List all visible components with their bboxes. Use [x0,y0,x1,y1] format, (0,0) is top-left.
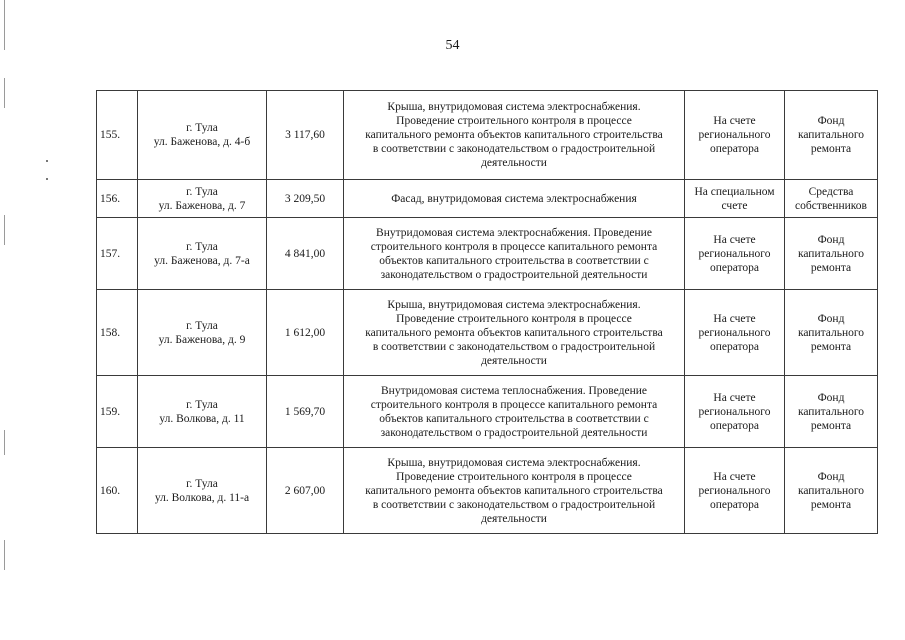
address-city: г. Тула [186,122,218,134]
scan-speck [46,160,48,162]
work-line: строительного контроля в процессе капитального ремонта [370,398,658,411]
address-street: ул. Баженова, д. 9 [158,333,246,346]
margin-mark [4,540,5,570]
account-line: оператора [709,498,760,511]
address-cell [138,290,267,376]
work-line: деятельности [481,157,547,169]
fund-line: капитального [797,247,865,260]
funding-source-cell [785,218,878,290]
work-line: Фасад, внутридомовая система электроснабжения [391,192,637,205]
account-line: оператора [709,261,760,274]
address-city: г. Тула [186,477,218,490]
account-line: оператора [709,340,760,353]
fund-line: собственников [795,199,867,212]
account-line: На специальном [694,185,775,198]
repair-register-table [96,90,878,534]
work-line: в соответствии с законодательством о градостроительной [372,340,656,353]
account-line: На счете [713,391,756,404]
account-line: регионального [698,247,771,260]
margin-mark [4,430,5,455]
page-number: 54 [445,38,460,53]
fund-line: Фонд [817,470,845,483]
area-cell: 3 117,60 [267,91,344,180]
fund-line: ремонта [810,261,852,274]
fund-line: Фонд [817,233,845,246]
fund-line: капитального [797,405,865,418]
address-street: ул. Волкова, д. 11-а [154,491,250,504]
table-row [97,218,878,290]
table-row [97,91,878,180]
row-number: 155. [97,91,138,180]
account-type-cell [685,91,785,180]
work-description-cell [344,91,685,180]
account-line: регионального [698,326,771,339]
account-type-cell [685,448,785,534]
work-description-cell [344,448,685,534]
fund-line: капитального [797,129,865,141]
funding-source-cell [785,290,878,376]
work-line: Проведение строительного контроля в процессе [396,470,632,483]
address-cell [138,448,267,534]
area-cell: 1 612,00 [267,290,344,376]
work-line: объектов капитального строительства в соответствии с [379,254,649,267]
row-number: 156. [97,180,138,218]
work-line: в соответствии с законодательством о градостроительной [372,143,656,155]
address-city: г. Тула [186,185,218,198]
funding-source-cell [785,91,878,180]
address-street: ул. Волкова, д. 11 [159,412,245,425]
address-street: ул. Баженова, д. 7 [158,199,246,212]
work-line: капитального ремонта объектов капитального строительства [365,484,663,497]
margin-mark [4,215,5,245]
account-type-cell [685,376,785,448]
work-description-cell [344,218,685,290]
address-city: г. Тула [186,398,218,411]
work-line: Крыша, внутридомовая система электроснабжения. [387,298,641,311]
work-line: законодательством о градостроительной деятельности [380,426,648,439]
work-line: Внутридомовая система электроснабжения. Проведение [376,226,652,239]
row-number: 160. [97,448,138,534]
work-description-cell [344,376,685,448]
account-line: регионального [698,129,771,141]
work-line: деятельности [481,512,547,525]
work-line: законодательством о градостроительной деятельности [380,268,648,281]
work-line: строительного контроля в процессе капитального ремонта [370,240,658,253]
fund-line: капитального [797,326,865,339]
funding-source-cell [785,376,878,448]
account-line: регионального [698,405,771,418]
work-description-cell [344,290,685,376]
account-line: На счете [713,470,756,483]
address-cell [138,180,267,218]
address-street: ул. Баженова, д. 4-б [153,136,251,148]
row-number: 159. [97,376,138,448]
work-line: Крыша, внутридомовая система электроснабжения. [387,456,641,469]
work-line: Внутридомовая система теплоснабжения. Проведение [381,384,647,397]
table-row [97,180,878,218]
area-cell: 3 209,50 [267,180,344,218]
account-line: оператора [709,419,760,432]
fund-line: капитального [797,484,865,497]
address-cell [138,218,267,290]
work-line: капитального ремонта объектов капитального строительства [365,326,663,339]
address-street: ул. Баженова, д. 7-а [154,254,250,267]
work-line: Проведение строительного контроля в процессе [396,115,632,127]
area-cell: 4 841,00 [267,218,344,290]
fund-line: ремонта [810,498,852,511]
fund-line: Фонд [817,115,845,127]
row-number: 157. [97,218,138,290]
fund-line: ремонта [810,419,852,432]
account-line: регионального [698,484,771,497]
fund-line: Средства [808,185,854,198]
work-line: в соответствии с законодательством о градостроительной [372,498,656,511]
account-type-cell [685,290,785,376]
margin-mark [4,78,5,108]
table-row [97,376,878,448]
address-city: г. Тула [186,240,218,253]
work-line: капитального ремонта объектов капитального строительства [365,129,663,141]
fund-line: Фонд [817,391,845,404]
account-line: На счете [713,115,756,127]
address-cell [138,376,267,448]
funding-source-cell [785,448,878,534]
area-cell: 1 569,70 [267,376,344,448]
table-row [97,448,878,534]
account-line: На счете [713,312,756,325]
table-row [97,290,878,376]
fund-line: ремонта [810,143,852,155]
area-cell: 2 607,00 [267,448,344,534]
account-line: На счете [713,233,756,246]
work-description-cell [344,180,685,218]
account-line: оператора [709,143,760,155]
account-line: счете [721,199,748,212]
scan-speck [46,178,48,180]
work-line: Проведение строительного контроля в процессе [396,312,632,325]
row-number: 158. [97,290,138,376]
fund-line: Фонд [817,312,845,325]
account-type-cell [685,180,785,218]
fund-line: ремонта [810,340,852,353]
work-line: объектов капитального строительства в соответствии с [379,412,649,425]
address-cell [138,91,267,180]
address-city: г. Тула [186,319,218,332]
funding-source-cell [785,180,878,218]
work-line: Крыша, внутридомовая система электроснабжения. [387,101,641,113]
work-line: деятельности [481,354,547,367]
account-type-cell [685,218,785,290]
